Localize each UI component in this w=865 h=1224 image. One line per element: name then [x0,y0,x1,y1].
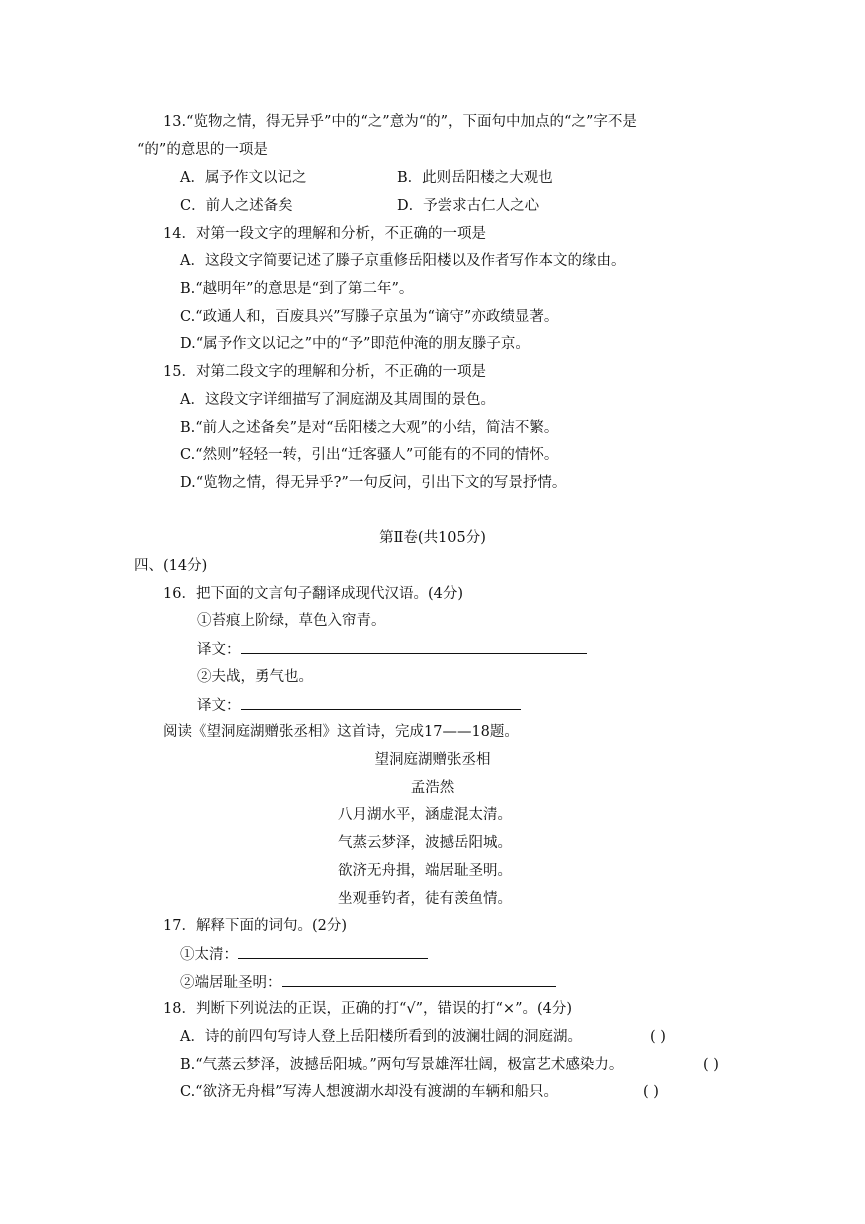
poem-line: 八月湖水平，涵虚混太清。 [338,807,512,823]
answer-blank[interactable] [241,639,587,654]
q17-stem: 17．解释下面的词句。(2分) [163,918,347,934]
translate-label: 译文： [197,642,241,658]
q18-answer-paren-b[interactable]: ( ) [703,1057,719,1073]
q13-option-a: A．属予作文以记之 [180,170,307,186]
q14-option-c: C.“政通人和，百废具兴”写滕子京虽为“谪守”亦政绩显著。 [180,309,559,325]
q18-answer-paren-a[interactable]: ( ) [650,1029,666,1045]
q13-option-b: B．此则岳阳楼之大观也 [397,170,553,186]
q13-stem-line2: “的”的意思的一项是 [137,142,268,158]
q13-stem-line1: 13.“览物之情，得无异乎”中的“之”意为“的”，下面句中加点的“之”字不是 [163,114,637,130]
q15-option-b: B.“前人之述备矣”是对“岳阳楼之大观”的小结，简洁不繁。 [180,420,559,436]
q17-item-1 [180,944,428,965]
q17-item-2 [180,972,556,993]
poem-title: 望洞庭湖赠张丞相 [374,752,491,768]
q18-answer-paren-c[interactable]: ( ) [643,1084,659,1100]
q16-sentence-2: ②夫战，勇气也。 [197,669,313,685]
answer-blank[interactable] [238,944,428,959]
q16-sentence-1: ①苔痕上阶绿，草色入帘青。 [197,613,386,629]
q13-option-c: C．前人之述备矣 [180,198,293,214]
answer-blank[interactable] [282,972,556,987]
q18-item-b: B.“气蒸云梦泽，波撼岳阳城。”两句写景雄浑壮阔，极富艺术感染力。 [180,1057,624,1073]
poem-line: 坐观垂钓者，徒有羡鱼情。 [338,891,512,907]
q17-item-1-label: ①太清： [180,947,238,963]
q15-stem: 15．对第二段文字的理解和分析，不正确的一项是 [163,364,486,380]
poem-author: 孟浩然 [410,780,455,796]
q18-stem: 18．判断下列说法的正误，正确的打“√”，错误的打“×”。(4分) [163,1001,573,1017]
q18-item-a: A．诗的前四句写诗人登上岳阳楼所看到的波澜壮阔的洞庭湖。 [180,1029,582,1045]
q15-option-d: D.“览物之情，得无异乎?”一句反问，引出下文的写景抒情。 [180,475,567,491]
q15-option-a: A．这段文字详细描写了洞庭湖及其周围的景色。 [180,392,495,408]
translate-label: 译文： [197,698,241,714]
q14-option-b: B.“越明年”的意思是“到了第二年”。 [180,281,414,297]
q14-option-d: D.“属予作文以记之”中的“予”即范仲淹的朋友滕子京。 [180,336,530,352]
q16-stem: 16．把下面的文言句子翻译成现代汉语。(4分) [163,586,463,602]
q14-stem: 14．对第一段文字的理解和分析，不正确的一项是 [163,226,486,242]
q18-item-c: C.“欲济无舟楫”写涛人想渡湖水却没有渡湖的车辆和船只。 [180,1084,559,1100]
q17-item-2-label: ②端居耻圣明： [180,975,282,991]
section-4-heading: 四、(14分) [134,558,208,574]
q13-option-d: D．予尝求古仁人之心 [397,198,540,214]
q16-translation-1 [197,639,587,660]
part2-title: 第Ⅱ卷(共105分) [379,530,486,546]
q16-translation-2 [197,695,521,716]
reading-intro: 阅读《望洞庭湖赠张丞相》这首诗，完成17——18题。 [163,724,519,740]
poem-line: 欲济无舟揖，端居耻圣明。 [338,863,512,879]
q14-option-a: A．这段文字简要记述了滕子京重修岳阳楼以及作者写作本文的缘由。 [180,253,626,269]
answer-blank[interactable] [241,695,521,710]
poem-line: 气蒸云梦泽，波撼岳阳城。 [338,835,512,851]
q15-option-c: C.“然则”轻轻一转，引出“迁客骚人”可能有的不同的情怀。 [180,447,559,463]
